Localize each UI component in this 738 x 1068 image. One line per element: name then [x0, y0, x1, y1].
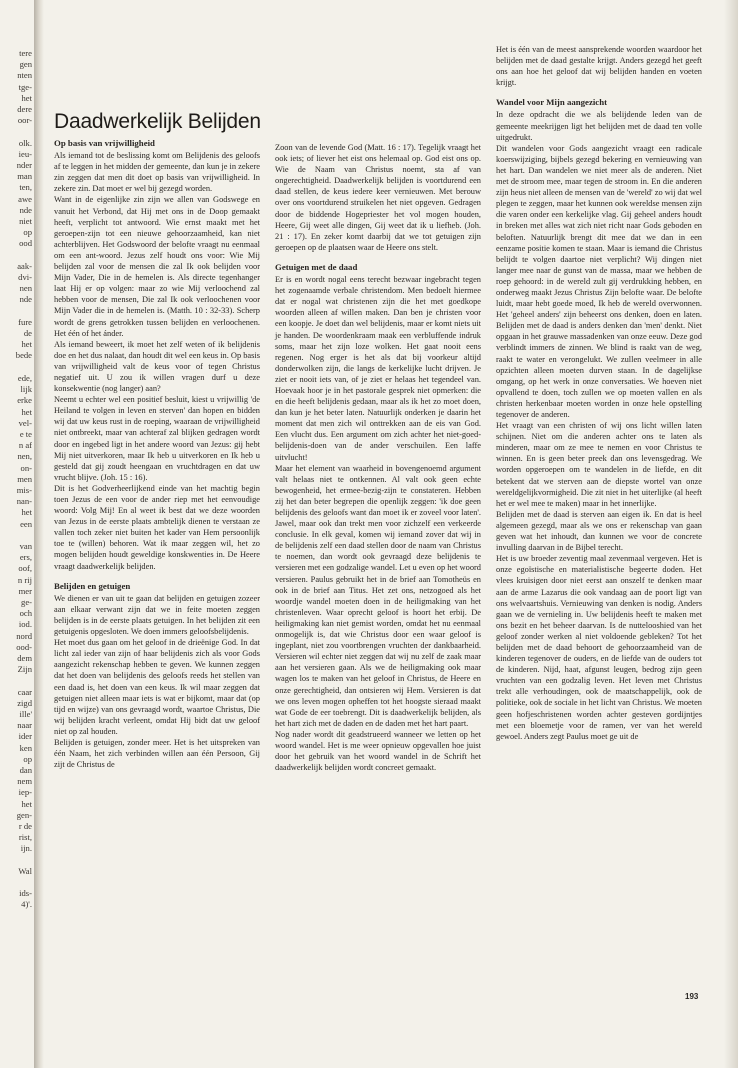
- section-heading: Belijden en getuigen: [54, 580, 131, 591]
- previous-page-fragment: ieu-: [18, 148, 32, 159]
- previous-page-fragment: caar: [17, 686, 32, 697]
- previous-page-fragment: nten: [17, 70, 32, 81]
- previous-page-fragment: och: [19, 608, 32, 619]
- previous-page-fragment: n af: [18, 440, 32, 451]
- previous-page-fragment: olk.: [18, 137, 32, 148]
- previous-page-fragment: fure: [18, 316, 32, 327]
- section-heading: Wandel voor Mijn aangezicht: [496, 97, 608, 108]
- previous-page-fragment: ede,: [17, 372, 32, 383]
- paragraph: Belijden met de daad is sterven aan eigen ik. En dat is heel algemeen gezegd, maar als we ons er rekenschap van gaan geven wat het inhoudt, dan kunnen we voor de concrete invulling daarvan in de Bijbel terecht.: [496, 509, 702, 553]
- page-number: 193: [685, 992, 699, 1001]
- previous-page-fragment: dvi-: [18, 272, 32, 283]
- paragraph: Zoon van de levende God (Matt. 16 : 17). Tegelijk vraagt het ook iets; of liever het eist ons helemaal op. God eist ons op. Wie de Naam van Christus noemt, sta af van ongerechtigheid. Daadwerkelijk belijden is voortdurend een daad stellen, de keus iedere keer vernieuwen. Met berouw over ons voortdurend struikelen het niet opgeven. Gedragen door de biddende Hogepriester het vol mogen houden, Heere, Gij weet alle dingen, Gij weet dat ik u liefheb. (Joh. 21 : 17). En zeker komt daarbij dat we tot getuigen zijn geroepen op de plaatsen waar de Heere ons stelt.: [275, 143, 481, 252]
- previous-page-fragment: rist,: [18, 832, 32, 843]
- previous-page-fragment: ge-: [21, 596, 32, 607]
- column-3: [496, 44, 702, 742]
- previous-page-fragment: ider: [18, 731, 32, 742]
- previous-page-fragment: niet: [19, 216, 32, 227]
- previous-page-fragment: zigd: [17, 697, 32, 708]
- paragraph: Nog nader wordt dit geadstrueerd wanneer we letten op het woord wandel. Het is me weer opnieuw opgevallen hoe juist door het gebruik van het woord wandel in de Schrift het daadwerkelijk belijden wordt concreet gemaakt.: [275, 729, 481, 773]
- previous-page-fragment: lijk: [20, 384, 32, 395]
- previous-page-fragment: ids-: [19, 888, 32, 899]
- section-heading: Op basis van vrijwilligheid: [54, 138, 155, 148]
- paragraph: Belijden is getuigen, zonder meer. Het is het uitspreken van één Naam, het zich verbinden willen aan één Persoon, Gij zijt de Christus de: [54, 737, 260, 770]
- paragraph: Het is één van de meest aansprekende woorden waardoor het belijden met de daad gestalte krijgt. Anders gezegd het geeft ons aan hoe het geloof dat wij belijden handen en voeten krijgt.: [496, 45, 702, 88]
- previous-page-fragment: het: [21, 92, 32, 103]
- previous-page-fragment: aak-: [17, 260, 32, 271]
- previous-page-fragment: van: [19, 540, 32, 551]
- previous-page-fragment: tere: [19, 48, 32, 58]
- page-edge: [724, 0, 738, 1068]
- previous-page-fragment: ood-: [16, 641, 32, 652]
- previous-page-fragment: [0, 855, 34, 866]
- paragraph: Het is uw broeder zeventig maal zevenmaal vergeven. Het is onze egoïstische en materialistische begeerte doden. Het vlees kruisigen door niet eerst aan onszelf te denken maar aan de arme Lazarus die ook vandaag aan de poort ligt van ons welvaartshuis. Vernieuwing van denken is nodig. Anders gaan we de vernieling in. Uw belijdenis heeft te maken met ons bezit en het beheer daarvan. Is de nuttelooshied van het geloof zonder werken al niet voldoende gebleken? Tot het belijden met de daad behoort de gehoorzaamheid van de kinderen tegenover de ouders, en de liefde van de ouders tot de kinderen. Nijd, haat, afgunst leugen, bedrog zijn geen vruchten van een godzalig leven. Het leven met Christus trekt alle verhoudingen, ook de maatschappelijk, ook de politieke, ook de sociale in het licht van Christus. We moeten geen hofjeschristenen worden achter gesteven gordijntjes met een bloemetje voor de ramen, ver van het wereld gewoel. Anders zegt Paulus moet ge uit de: [496, 554, 702, 741]
- previous-page-fragment: gen-: [16, 809, 32, 820]
- previous-page-fragment: vel-: [18, 417, 32, 428]
- previous-page-fragment: oor-: [17, 115, 32, 126]
- paragraph: Als iemand tot de beslissing komt om Belijdenis des geloofs af te leggen in het midden der gemeente, dan kun je in zekere zin zeggen dat men dit doet op basis van vrijwilligheid. In zekere zin. Dat moet er wel bij gezegd worden.: [54, 151, 260, 194]
- paragraph: Als iemand beweert, ik moet het zelf weten of ik belijdenis doe en het dus nalaat, dan houdt dit wel een keus in. Op basis van vrijwilligheid valt de keus voor of tegen Christus negatief uit. U zou ik willen vragen durf u deze konsekwentie (nog langer) aan?: [54, 339, 260, 394]
- previous-page-fragment: mer: [18, 585, 32, 596]
- previous-page-fragment: [0, 530, 34, 541]
- section-gap: [275, 253, 481, 262]
- previous-page-fragment: ers,: [19, 552, 32, 563]
- previous-page-fragment: naar: [17, 720, 32, 731]
- previous-page-fragment: ken: [19, 742, 32, 753]
- previous-page-fragment: Wal: [18, 865, 32, 876]
- previous-page-fragment: het: [21, 406, 32, 417]
- previous-page-fragment: mis-: [16, 484, 32, 495]
- previous-page-fragment: nde: [19, 294, 32, 305]
- previous-page-fragment: [0, 126, 34, 137]
- previous-page-fragment: 4)'.: [21, 899, 32, 910]
- column-2: [275, 142, 481, 773]
- previous-page-fragment: [0, 877, 34, 888]
- paragraph: Neemt u echter wel een positief besluit, kiest u vrijwillig 'de Heiland te volgen in leven en sterven' dan hopen en bidden wij dat uw keus rust in de roeping, waaraan de vrijwilligheid niet ontbreekt, maar van achteraf zal blijken gedragen wordt door en ingebed ligt in het andere woord van Jezus: gij hebt Mij niet uitverkoren, maar Ik heb u uitverkoren en Ik heb u gesteld dat gij zoudt heengaan en vruchtdragen en dat uw vrucht blijve. (Joh. 15 : 16).: [54, 395, 260, 482]
- previous-page-fragment: gen: [19, 59, 32, 70]
- previous-page-fragment: het: [21, 798, 32, 809]
- paragraph: In deze opdracht die we als belijdende leden van de gemeente meekrijgen ligt het belijden met de daad ten volle uitgedrukt.: [496, 110, 702, 142]
- previous-page-fragment: op: [23, 753, 32, 764]
- column-1: [54, 138, 260, 770]
- paragraph: Er is en wordt nogal eens terecht bezwaar ingebracht tegen het zogenaamde verbale christendom. Men bedoelt hiermee dat er nogal wat christenen zijn die het met goedkope woorden alleen af willen maken. Dan ben je christen voor een koopje. Je doet dan wel belijdenis, maar er komt niets uit je handen. De woordenkraam maak een verbluffende indruk soms, maar het zijn loze wolken. Het gaat nooit eens regenen. Nog erger is het als dat bij voorkeur altijd donderwolken zijn, die langs de kerkelijke lucht drijven. Je ziet er nooit iets van, of je ziet er helaas het tegendeel van. Hoevaak hoor je in het pastorale gesprek niet opmerken: die en die heeft belijdenis gedaan, maar als ik het zo moet doen, dan kun je het beter laten. Natuurlijk onderken je daarin het moment dat men zich wil onttrekken aan de eis van God. Een vlucht dus. Een argument om zich achter het niet-goed-belijdenis-doen van de ander verschuilen. Een laffe uitvlucht!: [275, 275, 481, 462]
- previous-page-fragment: ood: [19, 238, 32, 249]
- paragraph: We dienen er van uit te gaan dat belijden en getuigen zozeer aan elkaar verwant zijn dat we in feite moeten zeggen belijden is in de eerste plaats getuigen. In het belijden zit een getuigenis opgesloten. We doen immers geloofsbelijdenis.: [54, 593, 260, 637]
- previous-page-fragment: [0, 362, 34, 373]
- paragraph: Het vraagt van een christen of wij ons licht willen laten schijnen. Niet om die anderen achter ons te laten als minderen, maar om ze mee te nemen en voor Christus te winnen. En is geen beter preek dan ons levensgedrag. We worden opgeroepen om te wandelen in de liefde, en dit betekent dat we sterven aan de diepste wortel van onze wereldgelijkvormigheid. Die zit niet in het uiterlijke (al heeft het er wel mee te maken) maar in het innerlijke.: [496, 421, 702, 508]
- previous-page-fragment: een: [20, 518, 32, 529]
- previous-page-fragment: tge-: [18, 81, 32, 92]
- previous-page-fragment: nde: [19, 204, 32, 215]
- previous-page-fragment: [0, 250, 34, 261]
- previous-page-fragment: awe: [18, 193, 32, 204]
- previous-page-fragment: het: [21, 339, 32, 350]
- previous-page-fragment: r de: [18, 821, 32, 832]
- previous-page-fragment: n rij: [17, 574, 32, 585]
- previous-page-edge-text: [0, 48, 34, 1048]
- previous-page-fragment: bede: [15, 350, 32, 361]
- previous-page-fragment: iep-: [18, 787, 32, 798]
- previous-page-fragment: [0, 675, 34, 686]
- previous-page-fragment: nord: [16, 630, 32, 641]
- section-gap: [496, 88, 702, 97]
- paragraph: Dit wandelen voor Gods aangezicht vraagt een radicale koerswijziging, bijbels gezegd bekering en vernieuwing van het hart. Dan wandelen we niet meer als de anderen. Niet met de stroom mee, maar tegen de stroom in. En die anderen zijn heus niet alleen de mensen van de 'wereld' zo wij dat wel plegen te zeggen, maar het kunnen ook wereldse mensen zijn die varen onder een kerkelijke vlag. Gij geheel anders houdt in breken met alles wat zich niet richt naar Gods geboden en beloften. Natuurlijk brengt dit mee dat we dan in een eenzame positie komen te staan. Maar is iemand die Christus belijdt te volgen daartoe niet verplicht? Wij dingen niet langer mee naar de gunst van de massa, maar we hebben de roep gehoord: in de wereld zult gij verdrukking hebben, en onderweg maakt Jezus Christus Zijn belofte waar. De belofte luidt, maar hebt goede moed, Ik heb de wereld overwonnen. Het 'geheel anders' zijn beheerst ons denken, doen en laten. Belijden met de daad is anders denken dan 'men' denkt. Niet opgaan in het grauwe massadenken van onze eeuw. Deze god verblindt immers de zinnen. We blind is raakt van de weg, raakt te water en verongelukt. We zullen veelmeer in alle opzichten alleen moeten durven staan. In de dagelijkse omgang, op het werk in onze conversaties. We hoeven niet opvallend te doen, toch zullen we op moeten vallen en als christen herkenbaar moeten worden in onze hele opstelling tegenover de anderen.: [496, 143, 702, 419]
- previous-page-fragment: nen: [19, 283, 32, 294]
- previous-page-fragment: dan: [19, 765, 32, 775]
- section-gap: [54, 572, 260, 581]
- section-heading: Getuigen met de daad: [275, 261, 358, 272]
- previous-page-fragment: dere: [17, 104, 32, 115]
- binding-fold: [34, 0, 44, 1068]
- previous-page-fragment: de: [23, 328, 32, 339]
- previous-page-fragment: men: [17, 473, 32, 484]
- previous-page-fragment: het: [21, 507, 32, 518]
- previous-page-fragment: e te: [19, 428, 32, 439]
- paragraph: Het moet dus gaan om het geloof in de drieënige God. In dat licht zal ieder van zijn of haar belijdenis zich als voor Gods aangezicht rekenschap hebben te geven. We kunnen zeggen dat het doen van belijdenis des geloofs reeds het stellen van een daad is, het doen van een keus. Ik wil maar zeggen dat getuigen niet alleen maar iets is wat er bijkomt, maar dat (op tijd en wijze) van ons gevraagd wordt, waartoe Christus, Die wij belijden kracht verleent, omdat Hij bidt dat uw geloof niet op zal houden.: [54, 638, 260, 736]
- previous-page-fragment: nem: [17, 776, 32, 787]
- paragraph: Maar het element van waarheid in bovengenoemd argument valt helaas niet te ontkennen. Al valt ook geen echte bewogenheid, het ermee-bezig-zijn te constateren. Hebben zij het dan beter begrepen die openlijk zeggen: 'ik doe geen belijdenis des geloofs want dan moet ik er zoveel voor laten'. Jawel, maar ook dan trekt men voor zichzelf een verkeerde conclusie. In elk geval, komen wij iemand zover dat wij in de belijdenis zelf een daad stellen door de naam van Christus te noemen, dan wordt ook gevraagd deze belijdenis te versieren met een godzalige wandel. Let u even op het woord versieren. Paulus gebruikt het in de brief aan Tomotheüs en ook in de brief aan Titus. Het zet ons, netzogoed als het woordje wandel moeten doen in de heiligmaking van het christenleven. Waar oprecht geloof is hoort het erbij. De heiligmaking kan niet gemist worden, omdat het nu eenmaal onmogelijk is, dat wie Christus door een waar geloof is ingeplant, niet zou voortbrengen vruchten der dankbaarheid. Versieren wil echter niet zeggen dat wij nu zelf de zaak maar aan het versieren gaan. Als we de heiligmaking ook maar wagen los te maken van het geloof in Christus, de Heere en onze gerechtigheid, dan ontsieren wij Hem. Versieren is dat we ons leven mogen opheffen tot het hoogste sieraad maakt wat Gode de eer toebrengt. Dit is daadwerkelijk belijden, als het hart zich met de daden en de daden met het hart paart.: [275, 463, 481, 728]
- previous-page-fragment: ijn.: [20, 843, 32, 854]
- previous-page-fragment: Zijn: [17, 664, 32, 675]
- article: [50, 30, 708, 1040]
- previous-page-fragment: op: [23, 227, 32, 238]
- previous-page-fragment: erke: [17, 395, 32, 406]
- previous-page-fragment: ten,: [19, 182, 32, 193]
- previous-page-fragment: man: [17, 171, 32, 182]
- paragraph: Want in de eigenlijke zin zijn we allen van Godswege en vanuit het Verbond, dat Hij met ons in de Doop gemaakt heeft, verplicht tot antwoord. Wie ernst maakt met het geroepen-zijn tot een nieuwe gehoorzaamheid, kan niet achterblijven. Het Godswoord der belofte vraagt nu eenmaal om een ant-woord. Jezus zelf houdt ons voor: Wie Mij belijden zal voor de mensen die zal Ik ook belijden voor Mijn Vader, Die in de hemelen is. Als directe tegenhanger laat Hij er op volgen: maar zo wie Mij verloochend zal hebben voor de mensen, Die zal Ik ook verloochenen voor Mijn Vader die in de hemelen is. (Matth. 10 : 32-33). Scherp wordt de grens getrokken tussen belijden en verloochenen. Het één of het ánder.: [54, 195, 260, 338]
- previous-page-fragment: oof,: [18, 563, 32, 574]
- previous-page-fragment: dem: [17, 652, 32, 663]
- article-title: Daadwerkelijk Belijden: [54, 110, 261, 133]
- previous-page-fragment: nder: [16, 160, 32, 171]
- paragraph: Dit is het Godverheerlijkend einde van het machtig begin toen Jezus de een voor de ander riep met het eenvoudige woord: Volg Mij! En al weet ik best dat we deze woorden van Jezus in de eerste plaats ambtelijk dienen te verstaan ze vallen toch zeker niet buiten het kader van Hem persoonlijk toe te (willen) behoren. Wat ik maar zeggen wil, het zo mogen belijden houdt geweldige konskwenties in. De Heere vraagt daadwerkelijk belijden.: [54, 483, 260, 571]
- previous-page-fragment: iod.: [18, 619, 32, 630]
- previous-page-fragment: ille': [19, 708, 32, 719]
- previous-page-fragment: [0, 306, 34, 317]
- previous-page-fragment: nen,: [17, 451, 32, 462]
- previous-page-fragment: nan-: [16, 496, 32, 507]
- previous-page-fragment: on-: [20, 462, 32, 473]
